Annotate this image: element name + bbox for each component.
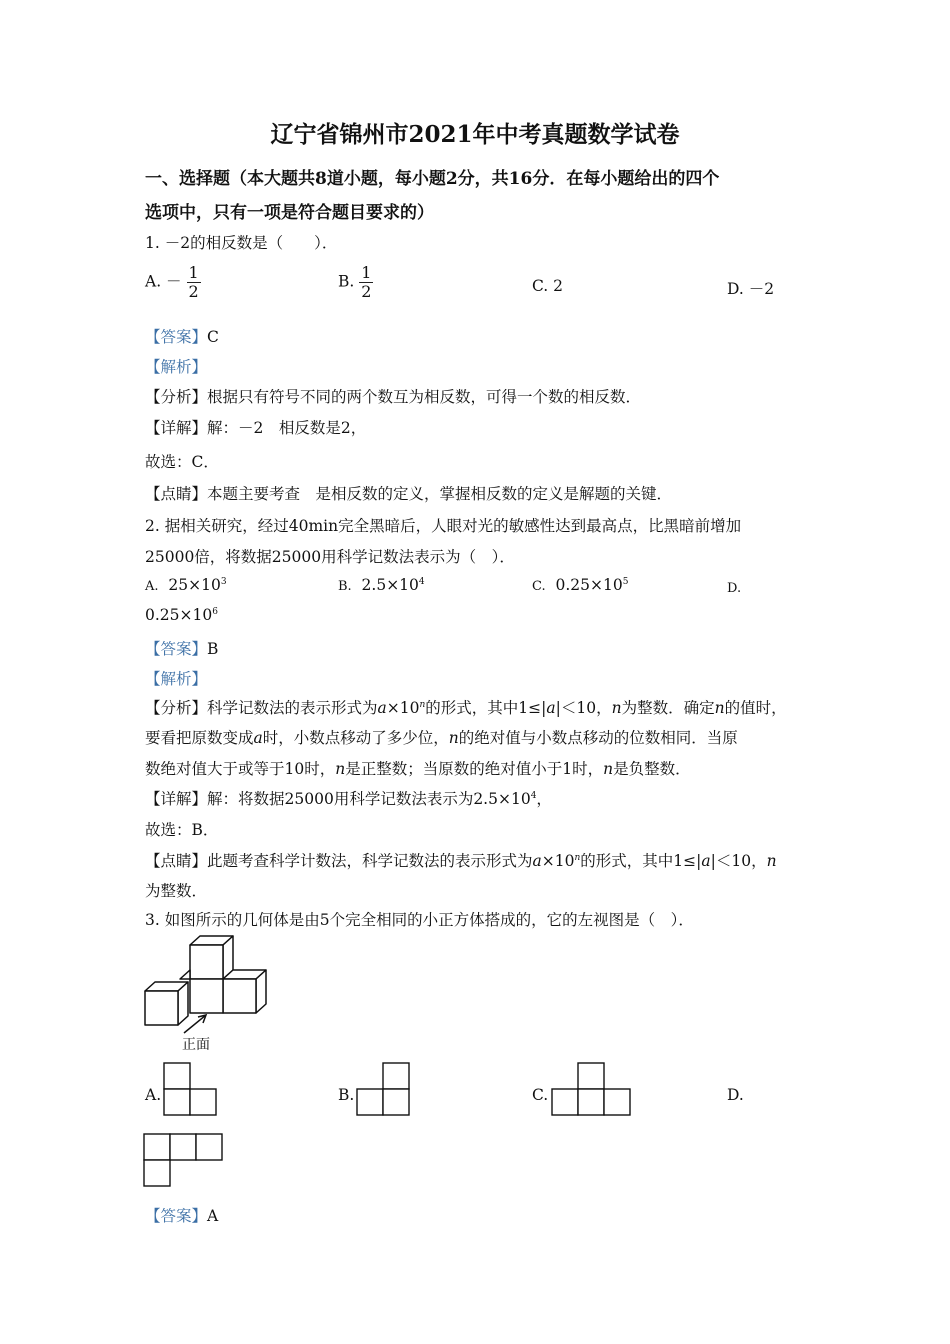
q2-var-n: n <box>448 729 459 747</box>
q2-dianjing-text: 此题考查科学计数法，科学记数法的表示形式为 <box>207 852 533 870</box>
q2-fenxi-text: 的形式，其中1≤| <box>425 699 547 717</box>
q3-option-d-label: D. <box>727 1086 744 1104</box>
q3-option-a-figure <box>163 1062 219 1118</box>
q1-option-b-prefix: B. <box>338 272 355 291</box>
q1-option-b-denominator: 2 <box>361 282 372 301</box>
q2-option-c-value: 0.25×10 <box>555 576 623 594</box>
q1-dianjing-text: 本题主要考查 是相反数的定义，掌握相反数的定义是解题的关键． <box>207 485 673 503</box>
q1-detail-text: 解：－2 相反数是2， <box>207 419 367 437</box>
q3-option-c-label: C. <box>532 1086 549 1104</box>
q2-var-a: a <box>701 852 711 870</box>
q2-fenxi-text: 是负整数． <box>613 760 691 778</box>
q2-var-a: a <box>532 852 542 870</box>
q1-stem: 1. －2的相反数是（ ）． <box>145 234 338 252</box>
answer-tag: 【答案】 <box>145 328 208 346</box>
q1-choose <box>145 450 219 472</box>
q1-option-a <box>145 264 201 301</box>
q2-fenxi-line3 <box>145 757 691 779</box>
q1-answer <box>145 325 219 347</box>
q2-fenxi-text: 时，小数点移动了多少位， <box>262 729 449 747</box>
q1-option-b-numerator: 1 <box>361 263 372 282</box>
q2-var-n: n <box>335 760 346 778</box>
q3-option-c-figure <box>551 1062 635 1118</box>
answer-tag: 【答案】 <box>145 1207 208 1225</box>
q2-var-n-exp: n <box>419 700 426 710</box>
q1-fenxi <box>145 385 641 407</box>
q1-dianjing <box>145 482 672 504</box>
q2-answer-value: B <box>207 640 219 658</box>
q2-fenxi-line1 <box>145 696 787 718</box>
q2-option-b-value: 2.5×10 <box>361 576 419 594</box>
q2-option-c-exponent: 5 <box>622 577 629 587</box>
q2-choose <box>145 818 218 840</box>
q2-fenxi-text: 是正整数；当原数的绝对值小于1时， <box>345 760 604 778</box>
analysis-tag: 【解析】 <box>145 358 208 376</box>
q2-fenxi-text: 数绝对值大于或等于10时， <box>145 760 336 778</box>
q2-analysis <box>145 667 207 689</box>
q2-detail-text: ， <box>536 790 552 808</box>
q1-option-d: D. －2 <box>727 280 775 298</box>
q2-fenxi-text: |＜10， <box>555 699 612 717</box>
answer-tag: 【答案】 <box>145 640 208 658</box>
detail-tag: 【详解】 <box>145 419 208 437</box>
section-heading-line2: 选项中，只有一项是符合题目要求的） <box>145 203 434 223</box>
page-title: 辽宁省锦州市2021年中考真题数学试卷 <box>270 121 680 148</box>
choose-label: 故选： <box>145 821 192 839</box>
q2-detail-text: 解：将数据25000用科学记数法表示为2.5×10 <box>207 790 531 808</box>
q1-option-c: C. 2 <box>532 277 564 295</box>
q3-answer-value: A <box>207 1207 219 1225</box>
q2-fenxi-text: 要看把原数变成 <box>145 729 254 747</box>
q2-option-d-label <box>727 578 741 596</box>
q2-stem-line1: 2. 据相关研究，经过40min完全黑暗后，人眼对光的敏感性达到最高点，比黑暗前增加 <box>145 517 742 535</box>
q1-option-b <box>338 264 373 301</box>
q1-detail <box>145 416 366 438</box>
q1-option-a-prefix: A. － <box>145 272 182 291</box>
q2-var-n: n <box>714 699 725 717</box>
q2-dianjing-text: ×10 <box>541 852 575 870</box>
analysis-tag: 【解析】 <box>145 670 208 688</box>
q2-dianjing-line2: 为整数． <box>145 882 208 900</box>
q2-detail <box>145 787 552 809</box>
q2-option-a-value: 25×10 <box>168 576 221 594</box>
q2-option-d-exponent: 6 <box>212 607 218 617</box>
q2-var-n: n <box>611 699 622 717</box>
q2-fenxi-text: 的绝对值与小数点移动的位数相同．当原 <box>458 729 738 747</box>
q3-cube-figure <box>140 933 280 1058</box>
q2-option-a <box>145 576 227 594</box>
q1-option-a-fraction <box>187 264 201 301</box>
q2-stem-line2: 25000倍，将数据25000用科学记数法表示为（ ）． <box>145 548 515 566</box>
fenxi-tag: 【分析】 <box>145 388 208 406</box>
q1-option-a-denominator: 2 <box>188 282 199 301</box>
dianjing-tag: 【点睛】 <box>145 852 208 870</box>
q1-option-a-numerator: 1 <box>188 263 199 282</box>
q2-option-d-value <box>145 606 218 624</box>
q2-var-n: n <box>766 852 777 870</box>
q2-fenxi-text: 为整数．确定 <box>621 699 715 717</box>
q2-var-n: n <box>603 760 614 778</box>
q2-option-b-label: B. <box>338 579 352 594</box>
q1-answer-value: C <box>207 328 219 346</box>
q2-option-c <box>532 576 628 594</box>
q2-option-a-exponent: 3 <box>220 577 227 587</box>
q2-var-a: a <box>546 699 556 717</box>
q1-choose-value: C． <box>191 453 219 471</box>
fenxi-tag: 【分析】 <box>145 699 208 717</box>
q1-fenxi-text: 根据只有符号不同的两个数互为相反数，可得一个数的相反数． <box>207 388 642 406</box>
q2-var-a: a <box>377 699 387 717</box>
q3-option-b-figure <box>356 1062 412 1118</box>
q2-var-n-exp: n <box>574 853 581 863</box>
dianjing-tag: 【点睛】 <box>145 485 208 503</box>
q2-option-a-label: A. <box>145 579 159 594</box>
q2-fenxi-line2 <box>145 726 738 748</box>
q2-fenxi-text: 科学记数法的表示形式为 <box>207 699 378 717</box>
q2-option-b <box>338 576 425 594</box>
q2-option-b-exponent: 4 <box>418 577 425 587</box>
choose-label: 故选： <box>145 453 192 471</box>
q1-analysis <box>145 355 207 377</box>
q3-option-b-label: B. <box>338 1086 355 1104</box>
q2-option-d-label-text: D. <box>727 581 742 596</box>
detail-tag: 【详解】 <box>145 790 208 808</box>
q2-dianjing-line1 <box>145 849 777 871</box>
q2-dianjing-text: |＜10， <box>710 852 767 870</box>
q2-option-c-label: C. <box>532 579 546 594</box>
q3-front-label: 正面 <box>182 1037 210 1053</box>
q1-option-b-fraction <box>359 264 373 301</box>
q2-fenxi-text: ×10 <box>386 699 420 717</box>
q3-answer <box>145 1204 218 1226</box>
q3-stem: 3. 如图所示的几何体是由5个完全相同的小正方体搭成的，它的左视图是（ ）． <box>145 911 694 929</box>
q3-option-d-figure <box>143 1133 227 1189</box>
q2-dianjing-text: 的形式，其中1≤| <box>580 852 702 870</box>
q2-fenxi-text: 的值时， <box>724 699 787 717</box>
q2-var-a: a <box>253 729 263 747</box>
section-heading-line1: 一、选择题（本大题共8道小题，每小题2分，共16分．在每小题给出的四个 <box>145 169 720 189</box>
q3-option-a-label: A. <box>145 1086 162 1104</box>
q2-detail-exponent: 4 <box>530 791 537 801</box>
q2-answer <box>145 637 218 659</box>
q2-option-d-value-text: 0.25×10 <box>145 606 213 624</box>
q2-choose-value: B． <box>191 821 219 839</box>
